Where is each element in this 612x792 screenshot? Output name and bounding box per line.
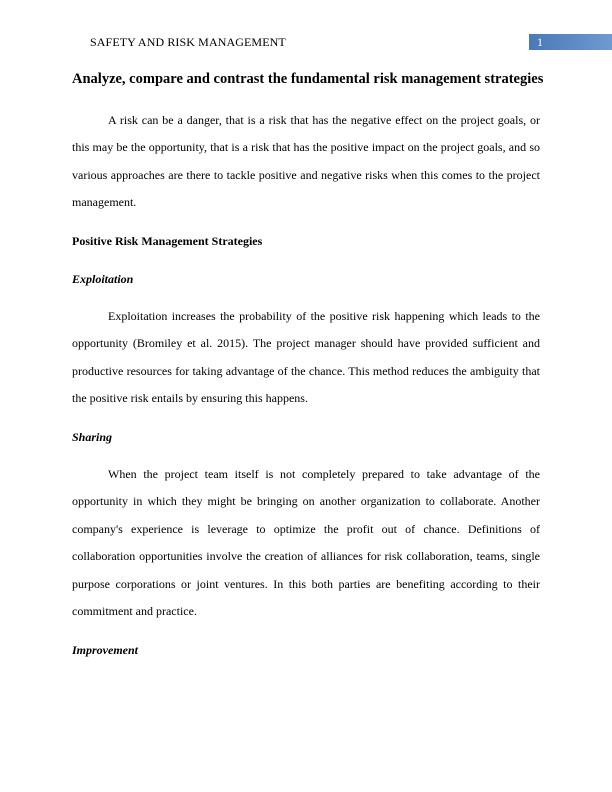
sharing-paragraph: When the project team itself is not completely prepared to take advantage of the opportunity in which they might be bringing on another organization to collaborate. Another company's experience is leverage to optimize the profit out of chance. Definitions of collaboration opportunities involve the creation of alliances for risk collaboration, teams, single purpose corporations or joint ventures. In this both parties are benefiting according to their commitment and practice. — [72, 467, 540, 619]
subsection-heading-exploitation: Exploitation — [72, 272, 134, 286]
subsection-heading-improvement: Improvement — [72, 643, 138, 657]
section-heading: Positive Risk Management Strategies — [72, 234, 263, 248]
subsection-heading-sharing: Sharing — [72, 430, 113, 444]
document-title: Analyze, compare and contrast the fundamental risk management strategies — [72, 71, 544, 87]
page-number-bar — [529, 34, 612, 50]
page-number: 1 — [537, 35, 543, 49]
intro-paragraph: A risk can be a danger, that is a risk that has the negative effect on the project goals, or this may be the opportunity, that is a risk that has the positive impact on the project goals, and so various approaches are there to tackle positive and negative risks when this comes to the project management. — [72, 113, 540, 210]
exploitation-paragraph: Exploitation increases the probability of the positive risk happening which leads to the opportunity (Bromiley et al. 2015). The project manager should have provided sufficient and productive resources for taking advantage of the chance. This method reduces the ambiguity that the positive risk entails by ensuring this happens. — [72, 309, 540, 406]
running-head: SAFETY AND RISK MANAGEMENT — [90, 35, 286, 49]
